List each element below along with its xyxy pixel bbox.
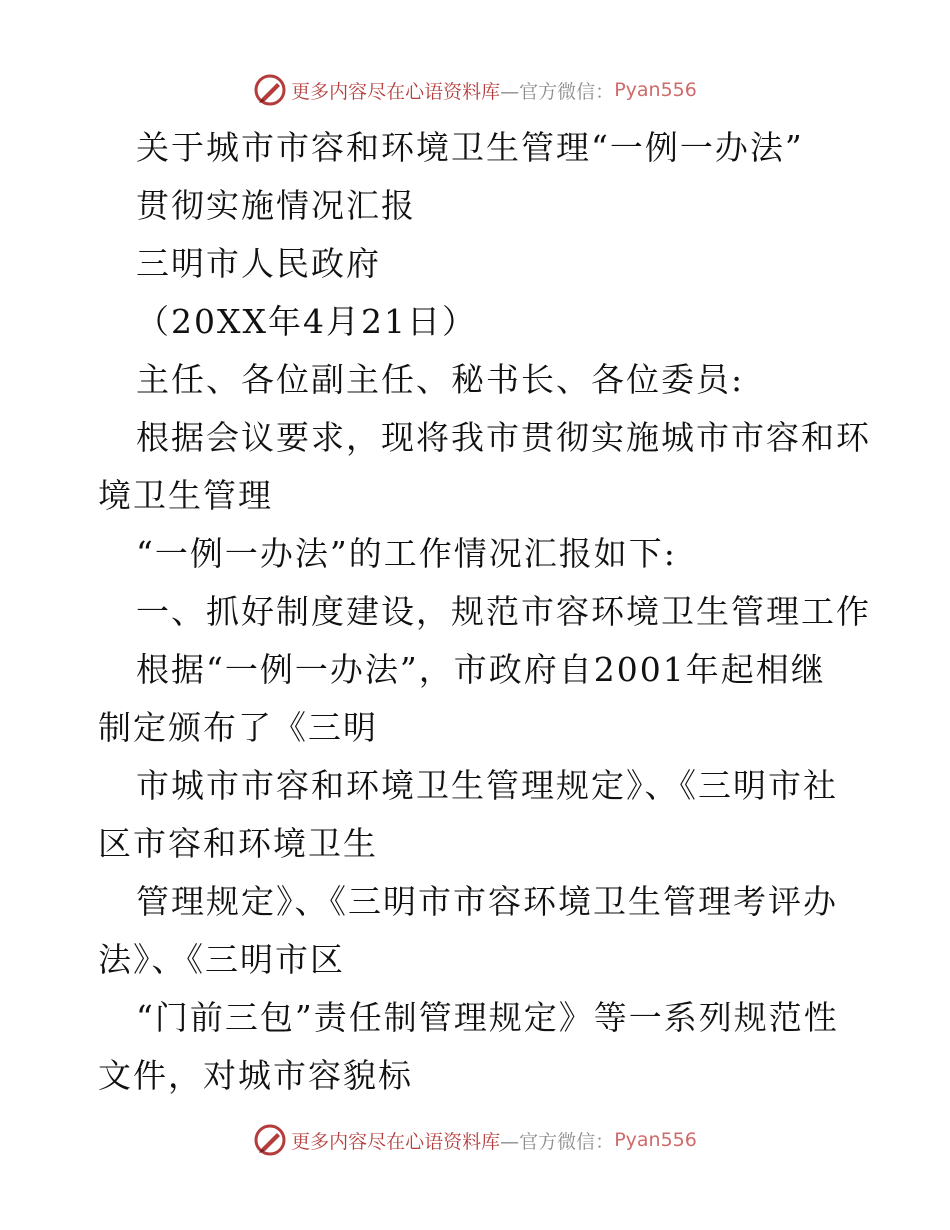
watermark-header	[0, 70, 950, 110]
document-date: （20XX年4月21日）	[136, 302, 477, 341]
paragraph-line: 根据会议要求，现将我市贯彻实施城市市容和环	[136, 418, 871, 457]
paragraph-line: 文件，对城市容貌标	[98, 1056, 413, 1095]
watermark-official-text: —官方微信：	[500, 1130, 615, 1153]
paragraph-line: 境卫生管理	[98, 476, 273, 515]
paragraph-line: 区市容和环境卫生	[98, 824, 378, 863]
paragraph-line: “门前三包”责任制管理规定》等一系列规范性	[136, 998, 839, 1037]
pen-logo-icon	[253, 73, 287, 107]
watermark-wechat-id: Pyan556	[614, 1129, 697, 1151]
document-issuer: 三明市人民政府	[136, 244, 381, 283]
watermark-official-text: —官方微信：	[500, 80, 615, 103]
section-heading: 一、抓好制度建设，规范市容环境卫生管理工作	[136, 592, 871, 631]
paragraph-line: 制定颁布了《三明	[98, 708, 378, 747]
paragraph-line: 管理规定》、《三明市市容环境卫生管理考评办	[136, 882, 838, 921]
paragraph-line: 法》、《三明市区	[98, 940, 345, 979]
document-title-line-1: 关于城市市容和环境卫生管理“一例一办法”	[136, 128, 804, 167]
watermark-wechat-id: Pyan556	[614, 79, 697, 101]
document-salutation: 主任、各位副主任、秘书长、各位委员:	[136, 360, 745, 399]
document-title-line-2: 贯彻实施情况汇报	[136, 186, 416, 225]
pen-logo-icon	[253, 1123, 287, 1157]
watermark-promo-text: 更多内容尽在心语资料库	[291, 80, 501, 103]
paragraph-line: “一例一办法”的工作情况汇报如下:	[136, 534, 677, 573]
paragraph-line: 市城市市容和环境卫生管理规定》、《三明市社	[136, 766, 838, 805]
paragraph-line: 根据“一例一办法”，市政府自2001年起相继	[136, 650, 826, 689]
watermark-footer	[0, 1120, 950, 1160]
watermark-promo-text: 更多内容尽在心语资料库	[291, 1130, 501, 1153]
